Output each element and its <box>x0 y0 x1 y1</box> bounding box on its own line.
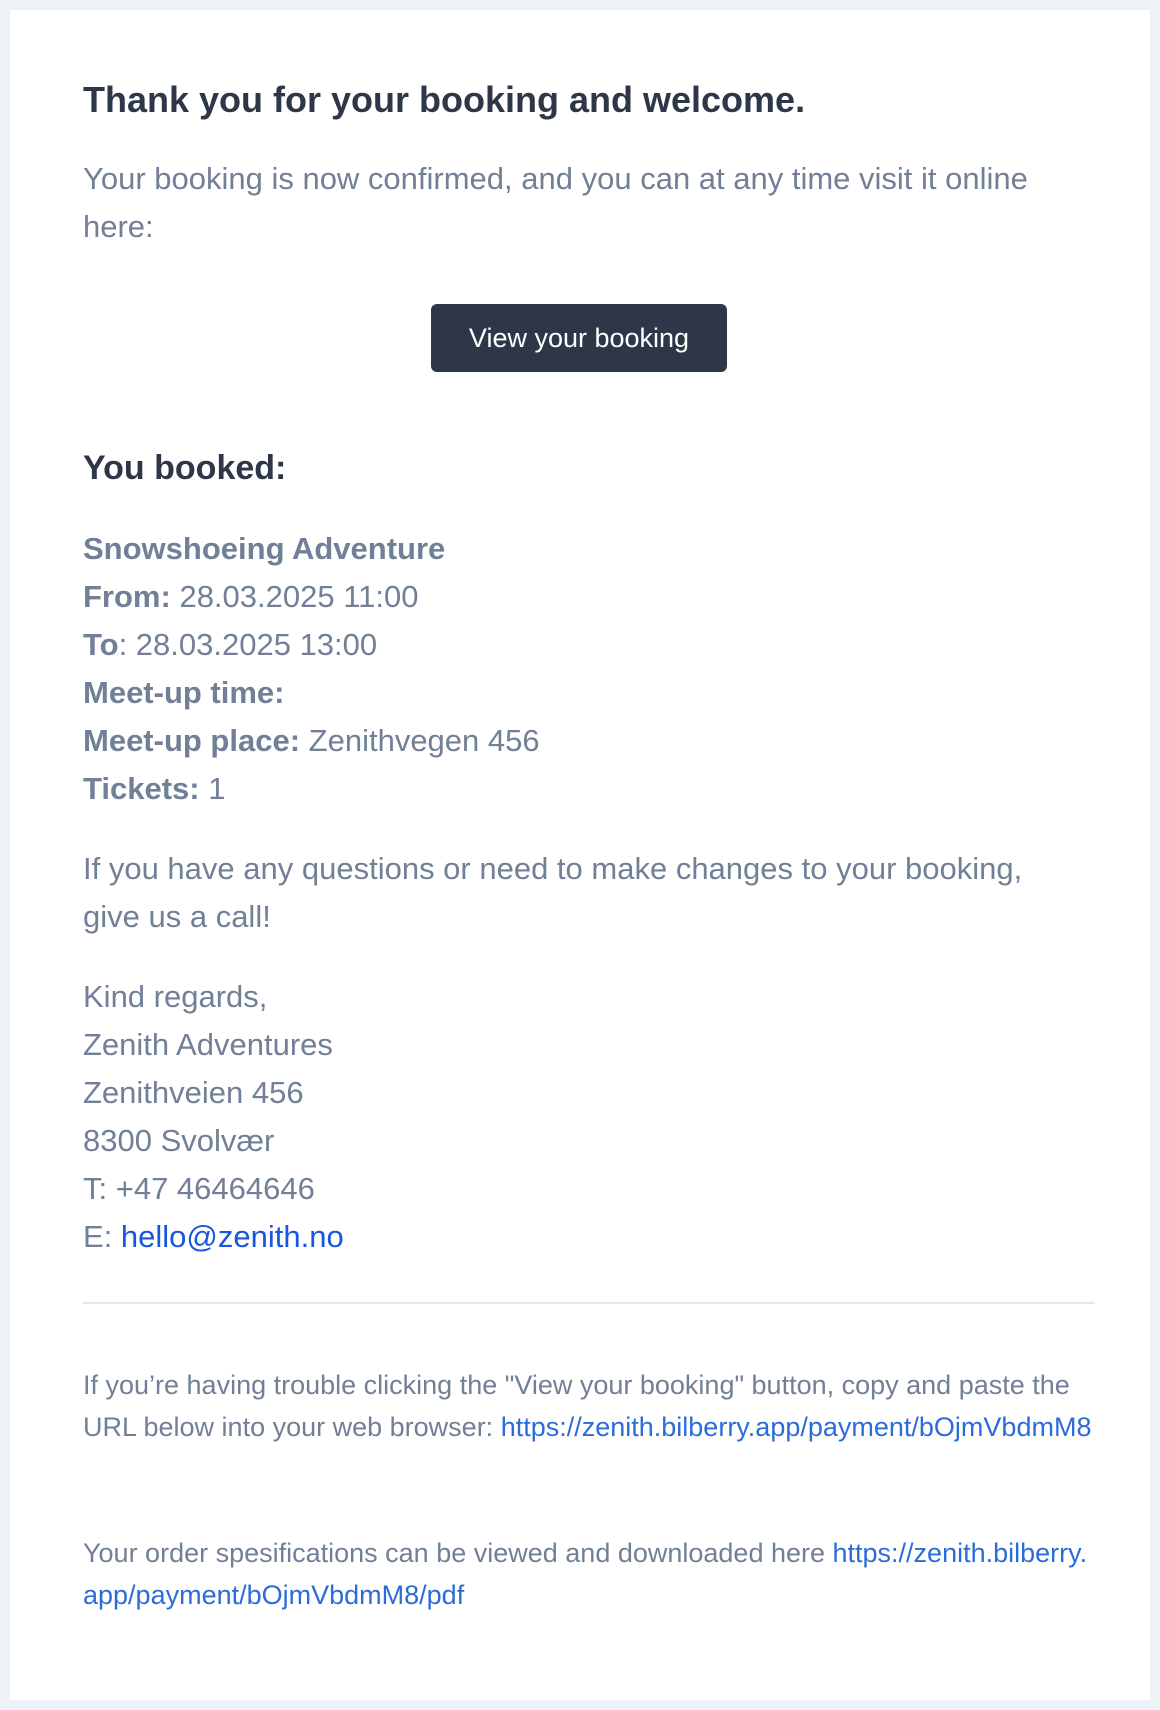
booked-heading: You booked: <box>83 449 287 487</box>
signature-company: Zenith Adventures <box>83 1027 333 1062</box>
from-value: 28.03.2025 11:00 <box>179 579 419 614</box>
order-message: Your order spesifications can be viewed and downloaded here <box>83 1538 833 1568</box>
tickets-label: Tickets: <box>83 771 200 806</box>
email-prefix: E: <box>83 1219 121 1254</box>
divider <box>83 1302 1095 1304</box>
to-value: : 28.03.2025 13:00 <box>118 627 378 662</box>
meetup-time-label: Meet-up time: <box>83 675 285 710</box>
from-row <box>83 573 540 621</box>
activity-row <box>83 525 540 573</box>
view-booking-button[interactable]: View your booking <box>431 304 727 372</box>
signature-phone: T: +47 46464646 <box>83 1171 315 1206</box>
from-label: From: <box>83 579 171 614</box>
booking-details <box>83 525 540 813</box>
meetup-place-row <box>83 717 540 765</box>
signature-street: Zenithveien 456 <box>83 1075 304 1110</box>
trouble-message: If you’re having trouble clicking the "View your booking" button, copy and paste the URL below into your web browser: <box>83 1370 1070 1442</box>
email-card <box>10 10 1150 1700</box>
questions-text: If you have any questions or need to make changes to your booking, give us a call! <box>83 851 1023 934</box>
booking-url-link[interactable]: https://zenith.bilberry.app/payment/bOjmVbdmM8 <box>500 1412 1092 1442</box>
order-spec-text <box>83 1532 1095 1616</box>
signature <box>83 973 344 1261</box>
signature-greeting: Kind regards, <box>83 979 268 1014</box>
meetup-place-value: Zenithvegen 456 <box>308 723 540 758</box>
page-title: Thank you for your booking and welcome. <box>83 79 806 120</box>
tickets-value: 1 <box>208 771 226 806</box>
pdf-url-link[interactable]: https://zenith.bilberry.app/payment/bOjmVbdmM8/pdf <box>83 1538 1088 1610</box>
meetup-place-label: Meet-up place: <box>83 723 301 758</box>
signature-email-row <box>83 1213 344 1261</box>
activity-name: Snowshoeing Adventure <box>83 531 446 566</box>
tickets-row <box>83 765 540 813</box>
to-row <box>83 621 540 669</box>
to-label: To <box>83 627 119 662</box>
email-link[interactable]: hello@zenith.no <box>120 1219 344 1254</box>
trouble-text <box>83 1364 1095 1448</box>
meetup-time-row <box>83 669 540 717</box>
signature-city: 8300 Svolvær <box>83 1123 275 1158</box>
intro-text: Your booking is now confirmed, and you can at any time visit it online here: <box>83 161 1028 244</box>
